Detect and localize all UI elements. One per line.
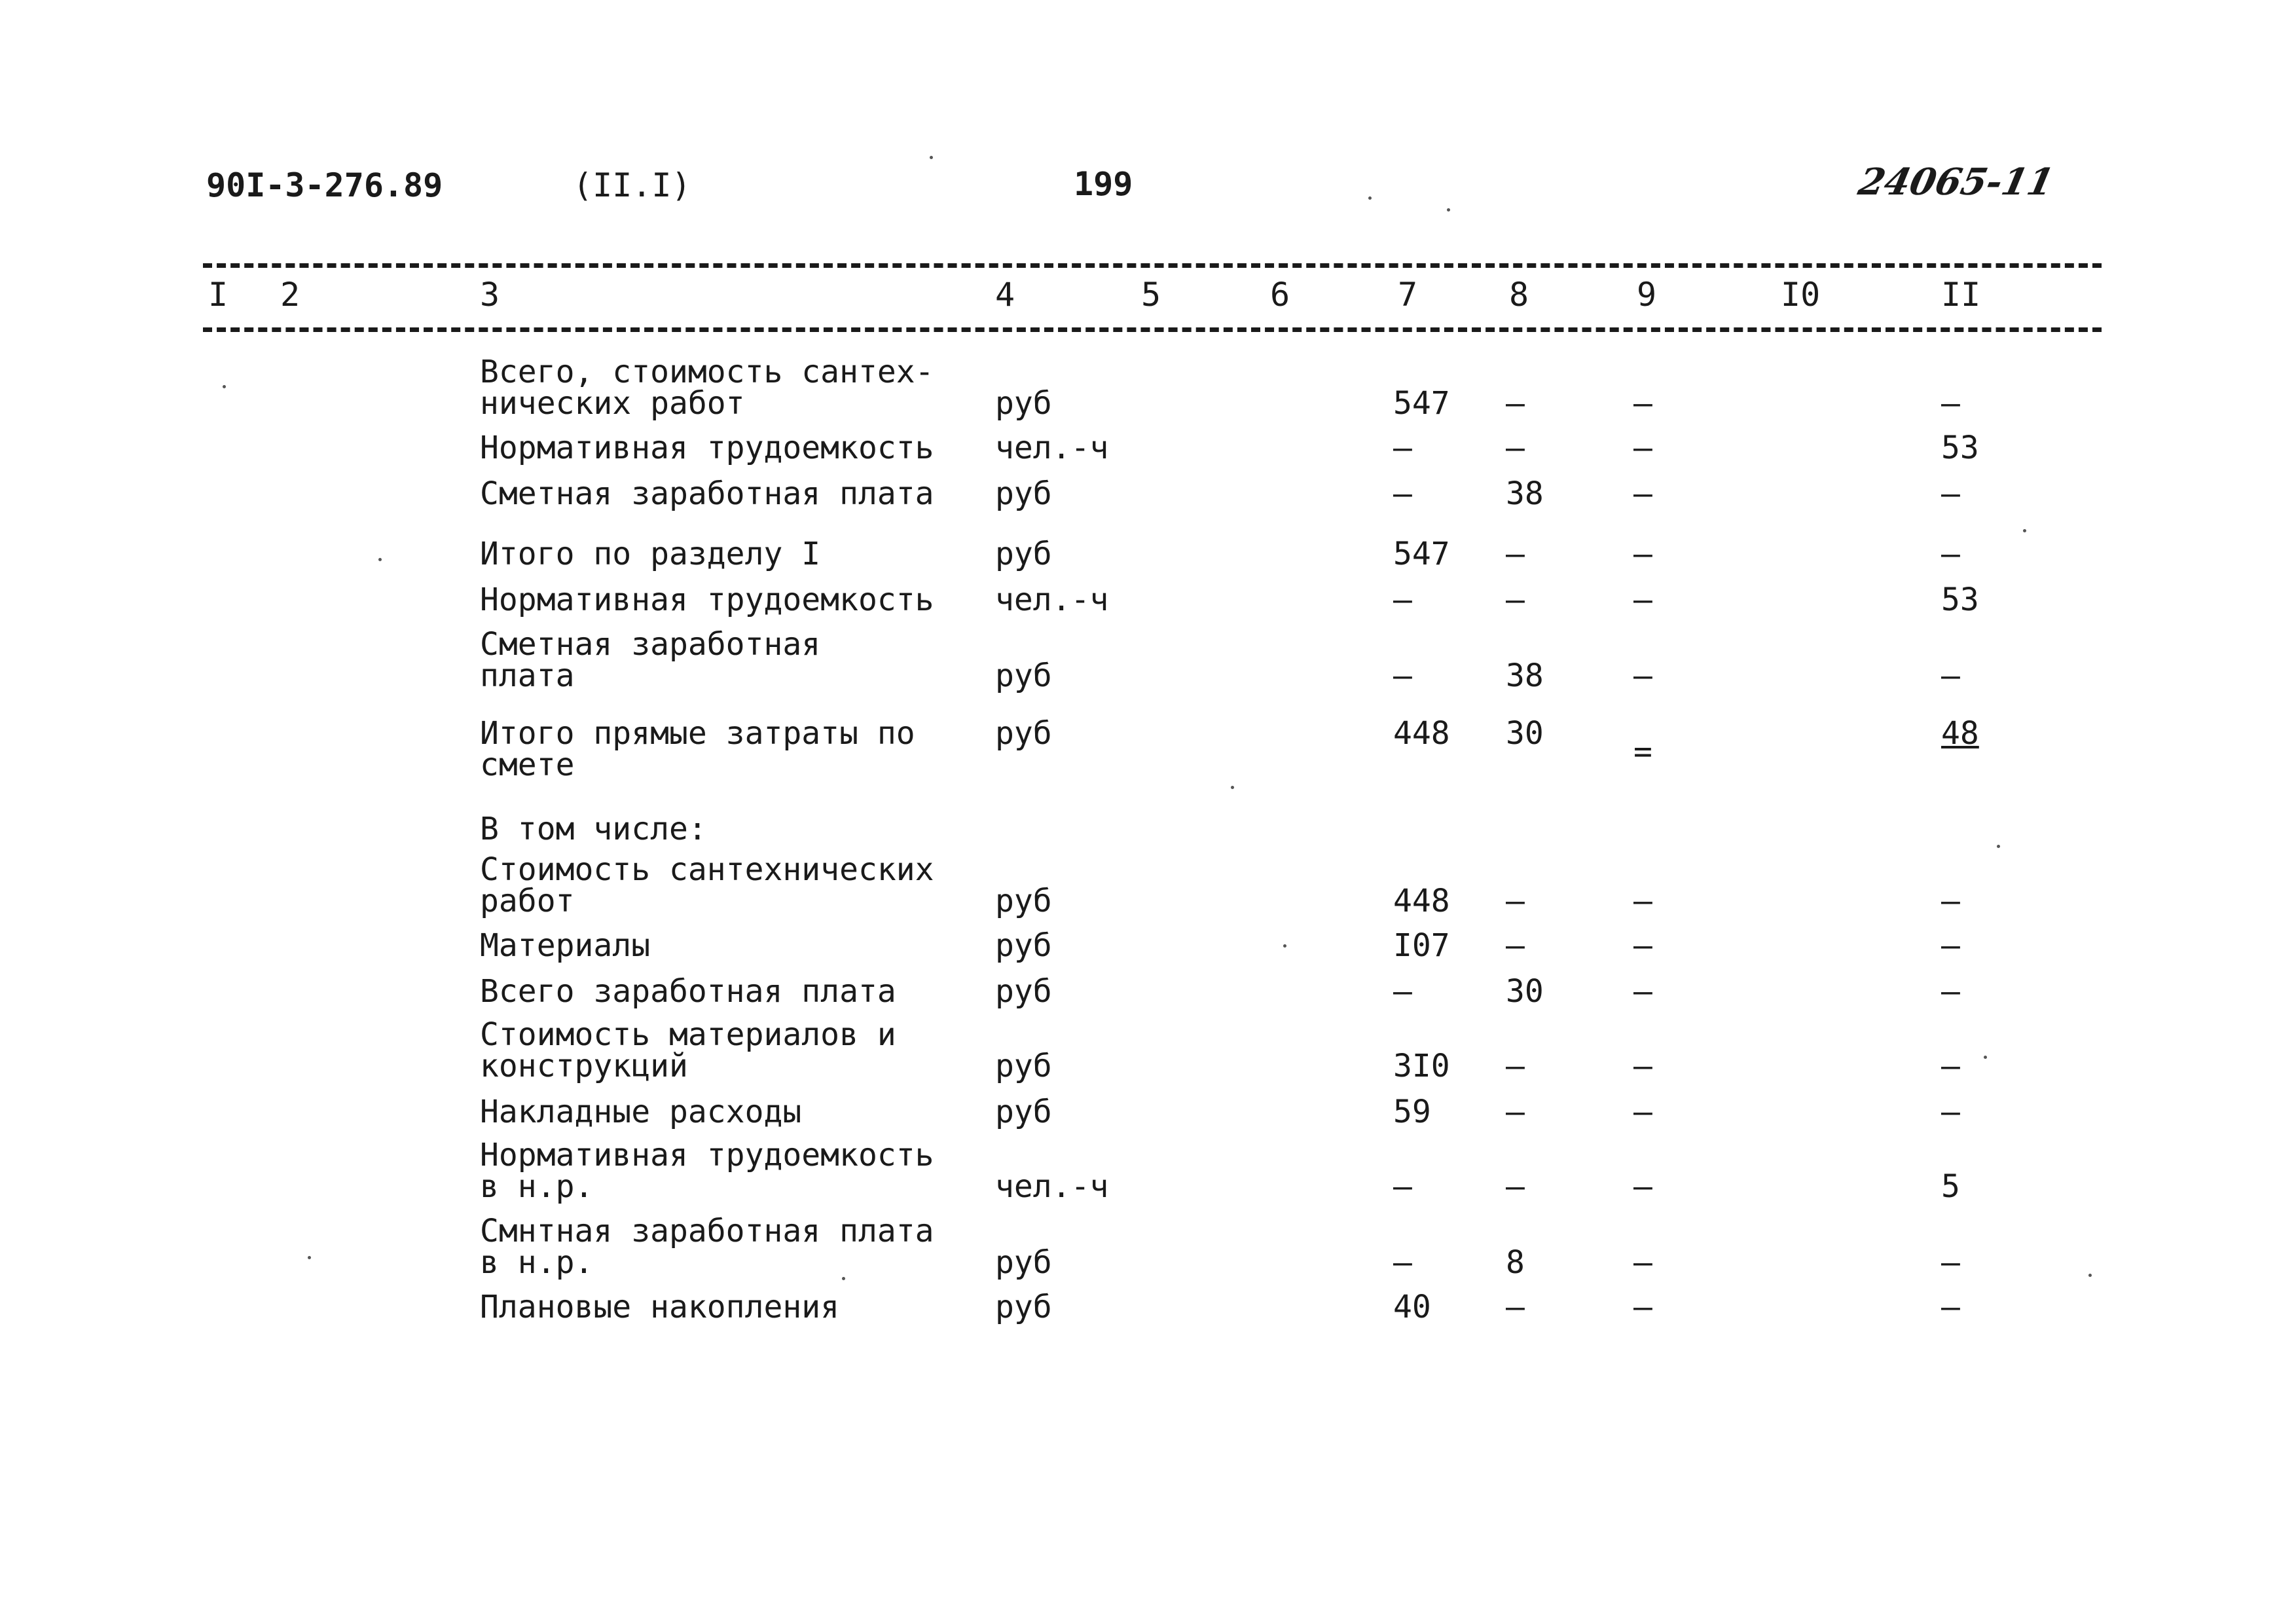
column-number-4: 4 xyxy=(995,276,1015,314)
row-description: Сметная заработная плата xyxy=(480,626,821,694)
row-col8-value: – xyxy=(1506,385,1525,422)
row-col8-value: – xyxy=(1506,883,1525,919)
row-col8-value: 8 xyxy=(1506,1244,1525,1281)
row-description: Стоимость материалов и конструкций xyxy=(480,1016,896,1084)
row-col7-value: 547 xyxy=(1393,385,1450,422)
row-col11-value: – xyxy=(1941,385,1960,422)
row-unit: руб xyxy=(995,927,1052,964)
page-number: 199 xyxy=(1074,165,1133,203)
row-unit: руб xyxy=(995,883,1052,919)
row-col8-value: 38 xyxy=(1506,657,1544,694)
table-header-top-rule xyxy=(203,263,2102,268)
row-col7-value: 40 xyxy=(1393,1289,1431,1325)
row-col8-value: – xyxy=(1506,1094,1525,1130)
row-col11-value: 5 xyxy=(1941,1168,1960,1205)
column-number-3: 3 xyxy=(480,276,500,314)
column-number-1: I xyxy=(208,276,228,314)
row-col8-value: – xyxy=(1506,581,1525,618)
column-number-2: 2 xyxy=(280,276,301,314)
row-col11-value: – xyxy=(1941,1289,1960,1325)
row-col7-value: – xyxy=(1393,1168,1412,1205)
row-unit: руб xyxy=(995,973,1052,1010)
row-description: Нормативная трудоемкость xyxy=(480,430,934,466)
row-col8-value: – xyxy=(1506,1289,1525,1325)
row-description: Плановые накопления xyxy=(480,1289,840,1325)
row-col7-value: – xyxy=(1393,1244,1412,1281)
row-description: Всего заработная плата xyxy=(480,973,896,1010)
row-unit: руб xyxy=(995,385,1052,422)
scan-speck xyxy=(842,1277,845,1280)
row-description: Нормативная трудоемкость xyxy=(480,581,934,618)
row-col9-value: – xyxy=(1633,1048,1652,1084)
row-col11-value: – xyxy=(1941,927,1960,964)
row-description: Смнтная заработная плата в н.р. xyxy=(480,1213,934,1281)
column-number-10: I0 xyxy=(1781,276,1821,314)
row-col11-value: 53 xyxy=(1941,581,1979,618)
row-col9-value: – xyxy=(1633,536,1652,572)
row-col7-value: – xyxy=(1393,581,1412,618)
row-col8-value: – xyxy=(1506,430,1525,466)
column-number-9: 9 xyxy=(1637,276,1657,314)
row-col11-value: – xyxy=(1941,536,1960,572)
row-unit: руб xyxy=(995,657,1052,694)
row-unit: чел.-ч xyxy=(995,430,1109,466)
row-col11-value: – xyxy=(1941,883,1960,919)
row-col8-value: – xyxy=(1506,1168,1525,1205)
row-unit: руб xyxy=(995,536,1052,572)
row-col9-value: – xyxy=(1633,1289,1652,1325)
row-col11-value: 48 xyxy=(1941,715,1979,752)
row-col9-value: = xyxy=(1633,733,1652,770)
scan-speck xyxy=(308,1256,311,1259)
row-col7-value: I07 xyxy=(1393,927,1450,964)
scan-speck xyxy=(223,385,226,388)
row-col8-value: 30 xyxy=(1506,973,1544,1010)
row-col9-value: – xyxy=(1633,973,1652,1010)
row-col7-value: 3I0 xyxy=(1393,1048,1450,1084)
row-col9-value: – xyxy=(1633,883,1652,919)
row-col11-value: 53 xyxy=(1941,430,1979,466)
row-unit: руб xyxy=(995,475,1052,512)
scan-speck xyxy=(1283,944,1286,948)
row-description: Стоимость сантехнических работ xyxy=(480,851,934,919)
row-col8-value: – xyxy=(1506,927,1525,964)
row-col7-value: – xyxy=(1393,657,1412,694)
row-col8-value: – xyxy=(1506,536,1525,572)
scan-speck xyxy=(1447,208,1450,212)
row-description: Всего, стоимость сантех- нических работ xyxy=(480,354,934,422)
row-col7-value: 448 xyxy=(1393,715,1450,752)
row-col7-value: 448 xyxy=(1393,883,1450,919)
row-col11-value: – xyxy=(1941,657,1960,694)
row-col7-value: – xyxy=(1393,475,1412,512)
column-number-8: 8 xyxy=(1509,276,1529,314)
row-unit: руб xyxy=(995,1289,1052,1325)
row-col9-value: – xyxy=(1633,1094,1652,1130)
column-number-11: II xyxy=(1941,276,1981,314)
row-col11-value: – xyxy=(1941,1048,1960,1084)
column-number-6: 6 xyxy=(1270,276,1290,314)
row-unit: руб xyxy=(995,1048,1052,1084)
row-description: Материалы xyxy=(480,927,651,964)
row-col9-value: – xyxy=(1633,1244,1652,1281)
row-col8-value: 38 xyxy=(1506,475,1544,512)
row-col9-value: – xyxy=(1633,657,1652,694)
row-col9-value: – xyxy=(1633,385,1652,422)
column-number-5: 5 xyxy=(1141,276,1161,314)
row-col7-value: – xyxy=(1393,430,1412,466)
row-unit: руб xyxy=(995,1094,1052,1130)
row-description: В том числе: xyxy=(480,811,707,847)
row-description: Итого по разделу I xyxy=(480,536,821,572)
section-code: (II.I) xyxy=(573,166,691,204)
scan-speck xyxy=(930,156,933,159)
row-description: Нормативная трудоемкость в н.р. xyxy=(480,1137,934,1205)
scan-speck xyxy=(2088,1274,2092,1277)
row-col7-value: – xyxy=(1393,973,1412,1010)
scan-speck xyxy=(378,558,382,561)
row-unit: чел.-ч xyxy=(995,581,1109,618)
scan-speck xyxy=(1231,786,1234,789)
row-col8-value: – xyxy=(1506,1048,1525,1084)
row-description: Сметная заработная плата xyxy=(480,475,934,512)
row-col11-value: – xyxy=(1941,475,1960,512)
row-col9-value: – xyxy=(1633,430,1652,466)
row-col9-value: – xyxy=(1633,1168,1652,1205)
row-col11-value: – xyxy=(1941,1094,1960,1130)
row-col11-value: – xyxy=(1941,973,1960,1010)
archive-number-handwritten: 24065-11 xyxy=(1854,160,2058,204)
scan-speck xyxy=(2023,529,2026,532)
row-unit: руб xyxy=(995,715,1052,752)
column-number-7: 7 xyxy=(1398,276,1418,314)
row-col7-value: 547 xyxy=(1393,536,1450,572)
row-unit: чел.-ч xyxy=(995,1168,1109,1205)
row-col8-value: 30 xyxy=(1506,715,1544,752)
row-col7-value: 59 xyxy=(1393,1094,1431,1130)
row-description: Итого прямые затраты по смете xyxy=(480,715,915,783)
row-col9-value: – xyxy=(1633,581,1652,618)
row-col9-value: – xyxy=(1633,475,1652,512)
scan-speck xyxy=(1984,1056,1987,1059)
scan-speck xyxy=(1368,196,1372,200)
document-code: 90I-3-276.89 xyxy=(206,166,443,204)
table-header-bottom-rule xyxy=(203,327,2102,332)
row-description: Накладные расходы xyxy=(480,1094,802,1130)
row-col11-value: – xyxy=(1941,1244,1960,1281)
row-unit: руб xyxy=(995,1244,1052,1281)
row-col9-value: – xyxy=(1633,927,1652,964)
scan-speck xyxy=(1997,845,2000,848)
